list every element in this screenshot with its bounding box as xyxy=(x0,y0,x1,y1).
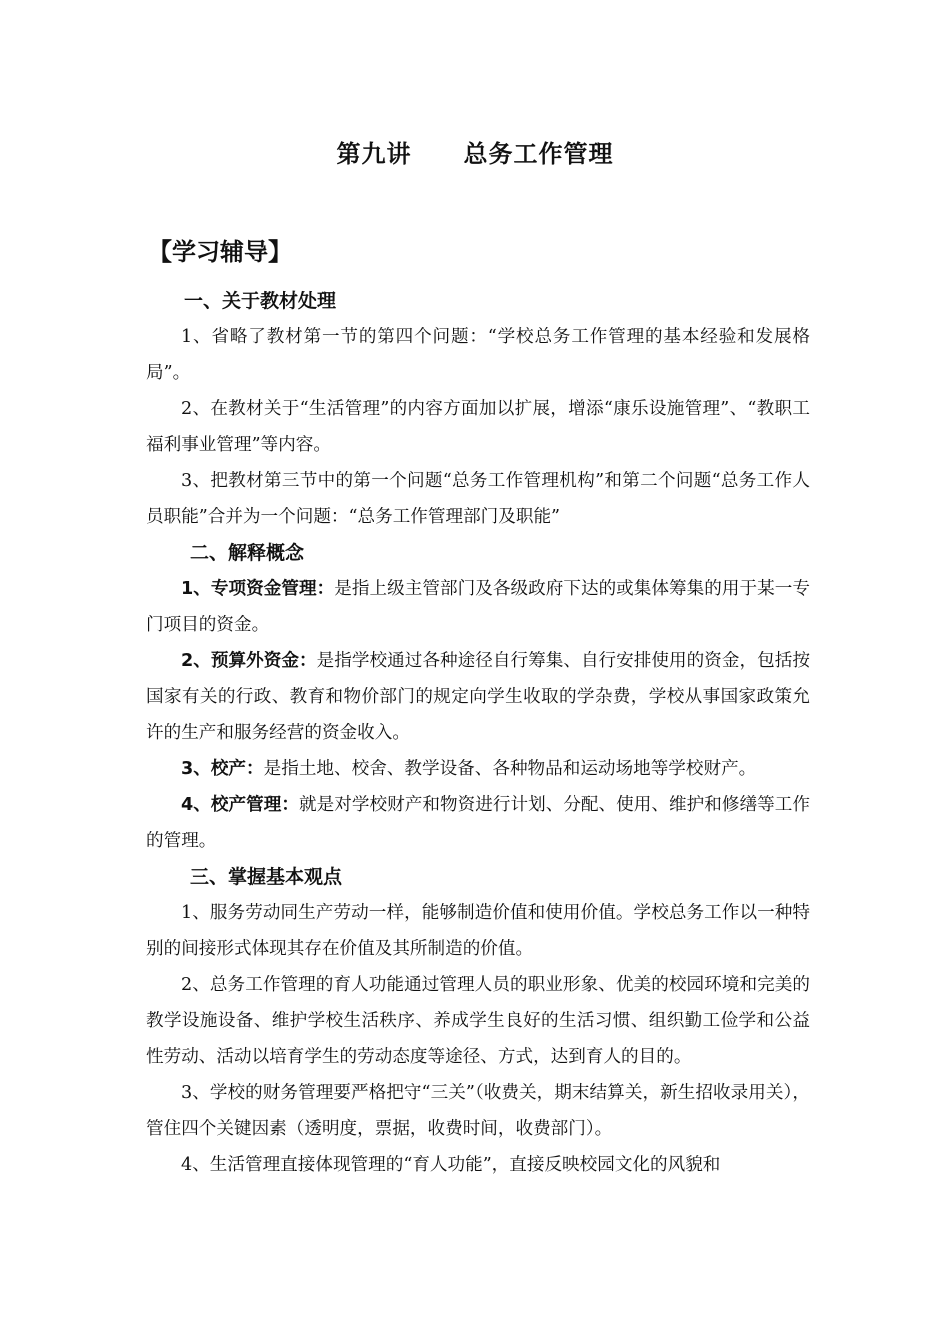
document-body xyxy=(146,283,810,1183)
page-title xyxy=(0,134,950,169)
paragraph: 3、把教材第三节中的第一个问题“总务工作管理机构”和第二个问题“总务工作人员职能”合并为一个问题：“总务工作管理部门及职能” xyxy=(146,471,810,527)
paragraph: 1、省略了教材第一节的第四个问题：“学校总务工作管理的基本经验和发展格局”。 xyxy=(146,327,810,383)
term-definition: 是指学校通过各种途径自行筹集、自行安排使用的资金，包括按国家有关的行政、教育和物价部门的规定向学生收取的学杂费，学校从事国家政策允许的生产和服务经营的资金收入。 xyxy=(146,651,810,743)
definition-paragraph xyxy=(146,571,810,643)
title-lecture-number: 第九讲 xyxy=(336,140,412,168)
definition-paragraph xyxy=(146,643,810,751)
section-heading-concepts: 二、解释概念 xyxy=(190,542,305,564)
paragraph: 1、服务劳动同生产劳动一样，能够制造价值和使用价值。学校总务工作以一种特别的间接形式体现其存在价值及其所制造的价值。 xyxy=(146,903,810,959)
paragraph: 2、在教材关于“生活管理”的内容方面加以扩展，增添“康乐设施管理”、“教职工福利事业管理”等内容。 xyxy=(146,399,810,455)
term-label: 2、预算外资金： xyxy=(181,651,317,671)
section-heading-viewpoints: 三、掌握基本观点 xyxy=(190,866,343,888)
title-topic: 总务工作管理 xyxy=(463,140,614,168)
term-label: 1、专项资金管理： xyxy=(181,579,335,599)
study-guide-heading: 【学习辅导】 xyxy=(148,238,292,266)
term-label: 4、校产管理： xyxy=(181,795,299,815)
term-definition: 是指上级主管部门及各级政府下达的或集体筹集的用于某一专门项目的资金。 xyxy=(146,579,810,635)
term-definition: 就是对学校财产和物资进行计划、分配、使用、维护和修缮等工作的管理。 xyxy=(146,795,810,851)
term-label: 3、校产： xyxy=(181,759,264,779)
definition-paragraph xyxy=(146,787,810,859)
term-definition: 是指土地、校舍、教学设备、各种物品和运动场地等学校财产。 xyxy=(263,759,757,779)
paragraph: 4、生活管理直接体现管理的“育人功能”，直接反映校园文化的风貌和 xyxy=(181,1155,721,1175)
paragraph: 3、学校的财务管理要严格把守“三关”（收费关，期末结算关，新生招收录用关），管住四个关键因素（透明度，票据，收费时间，收费部门）。 xyxy=(146,1083,810,1139)
definition-paragraph xyxy=(146,751,810,787)
paragraph: 2、总务工作管理的育人功能通过管理人员的职业形象、优美的校园环境和完美的教学设施设备、维护学校生活秩序、养成学生良好的生活习惯、组织勤工俭学和公益性劳动、活动以培育学生的劳动态度等途径、方式，达到育人的目的。 xyxy=(146,975,810,1067)
section-heading-textbook: 一、关于教材处理 xyxy=(184,290,337,312)
